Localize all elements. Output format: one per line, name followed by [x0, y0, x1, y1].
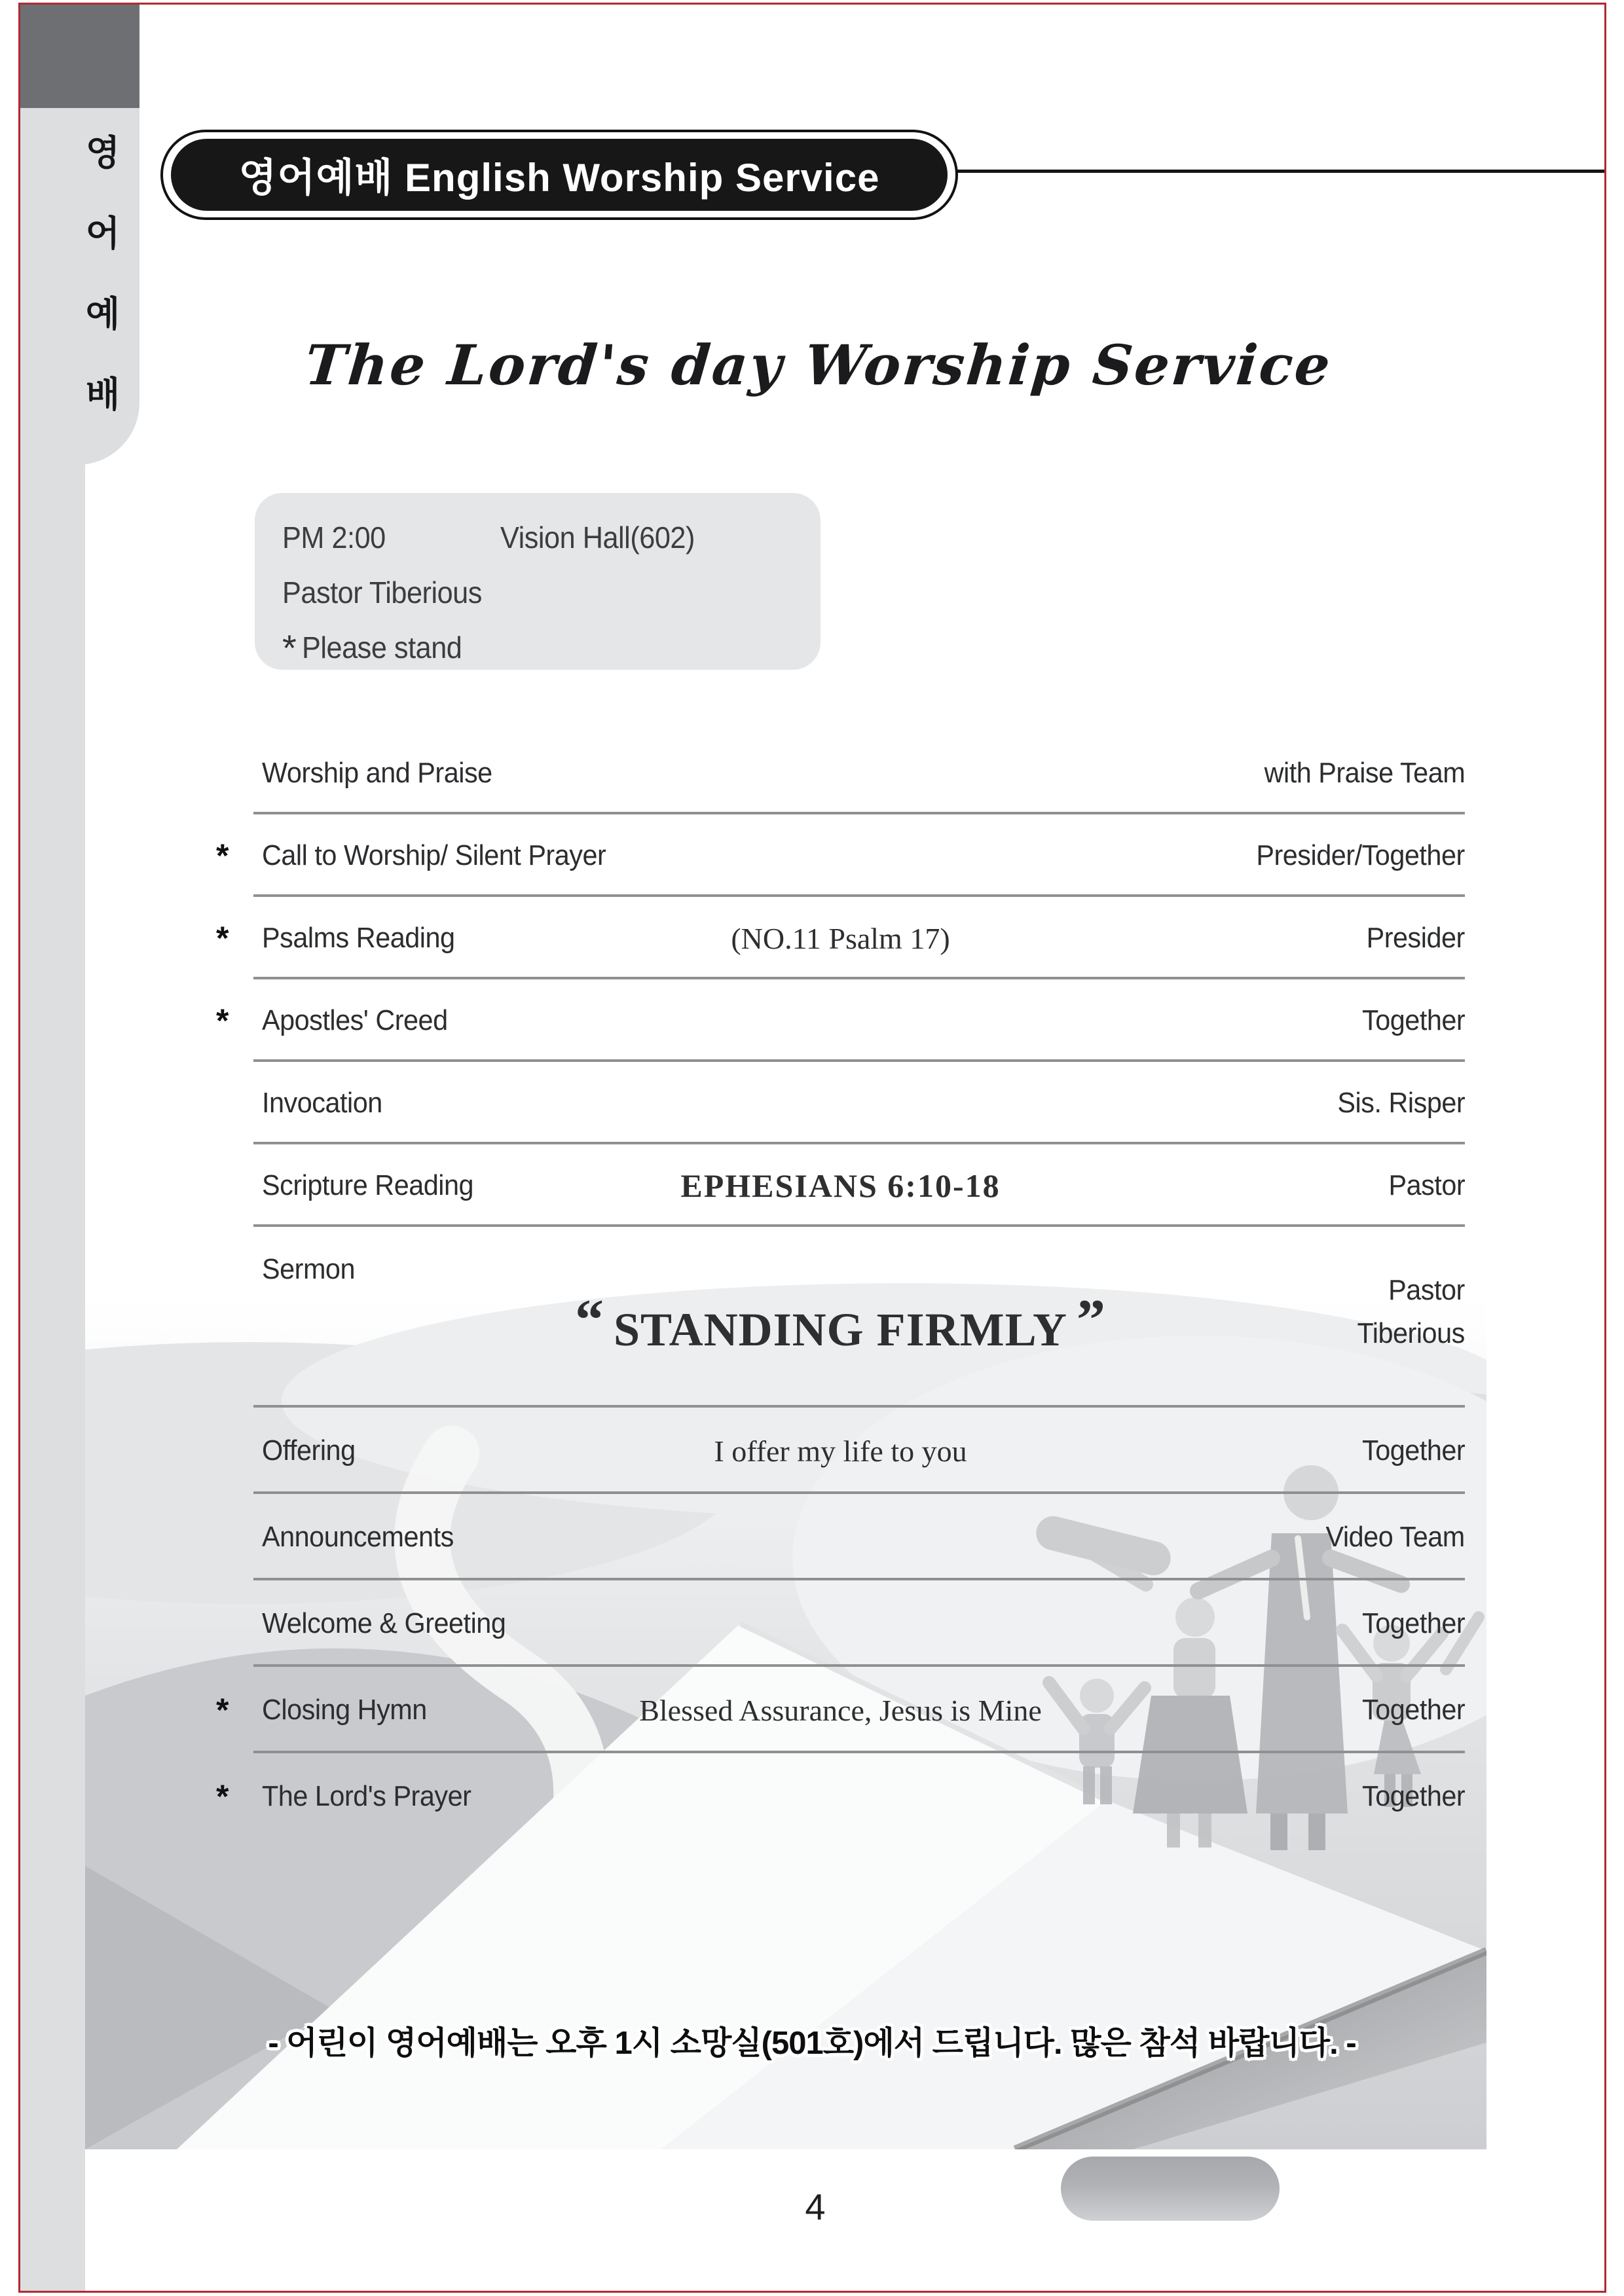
- service-row: [216, 814, 1465, 897]
- service-location: Vision Hall(602): [500, 520, 695, 555]
- service-item-detail: EPHESIANS 6:10-18: [680, 1167, 1001, 1204]
- leader-line: Together: [1361, 1004, 1465, 1036]
- service-item-label: Psalms Reading: [262, 922, 455, 954]
- section-badge: [160, 130, 958, 220]
- stand-asterisk: *: [282, 627, 297, 668]
- service-item-detail: (NO.11 Psalm 17): [731, 921, 950, 955]
- leader-line: Together: [1361, 1434, 1465, 1467]
- service-item-label: Worship and Praise: [262, 757, 492, 789]
- open-quote-mark: “: [574, 1288, 604, 1352]
- service-row: [216, 1753, 1465, 1840]
- service-row: [216, 1227, 1465, 1408]
- leader-line: Together: [1361, 1780, 1465, 1812]
- service-row: [216, 979, 1465, 1062]
- service-item-leader: [1317, 1516, 1465, 1559]
- service-item-label: Welcome & Greeting: [262, 1607, 506, 1639]
- service-row: [216, 732, 1465, 814]
- service-item-label: Offering: [262, 1434, 356, 1467]
- service-item-label: Scripture Reading: [262, 1169, 474, 1201]
- service-item-leader: [1350, 1269, 1465, 1355]
- service-row: [216, 1667, 1465, 1753]
- leader-line: Pastor: [1388, 1274, 1465, 1306]
- section-badge-label: 영어예배 English Worship Service: [238, 156, 880, 200]
- section-badge-pill: [171, 139, 948, 211]
- page-number: 4: [805, 2186, 826, 2227]
- leader-line: Tiberious: [1357, 1317, 1465, 1349]
- service-row: [216, 1144, 1465, 1227]
- service-row: [216, 1408, 1465, 1494]
- sidebar-char: 영: [85, 134, 120, 173]
- sidebar-header-block: [20, 5, 139, 108]
- service-time: PM 2:00: [282, 520, 386, 555]
- service-item-label: The Lord's Prayer: [262, 1780, 471, 1812]
- service-item-label: Apostles' Creed: [262, 1004, 448, 1036]
- service-row: [216, 1494, 1465, 1580]
- close-quote-mark: ”: [1077, 1288, 1107, 1352]
- info-pastor-row: [282, 565, 821, 620]
- stand-asterisk: *: [216, 1778, 229, 1815]
- leader-line: Together: [1361, 1607, 1465, 1639]
- service-pastor: Pastor Tiberious: [282, 575, 482, 610]
- stand-asterisk: *: [216, 837, 229, 874]
- thumb-tab-pill: [1061, 2157, 1280, 2221]
- stand-asterisk: *: [216, 1002, 229, 1039]
- service-item-leader: [1251, 752, 1465, 795]
- leader-line: Video Team: [1325, 1521, 1465, 1553]
- leader-line: Presider/Together: [1256, 839, 1465, 871]
- sidebar-char: 배: [85, 375, 120, 414]
- service-row: [216, 897, 1465, 979]
- service-row: [216, 1580, 1465, 1667]
- header-rule-line: [957, 170, 1606, 173]
- service-item-leader: [1356, 1429, 1465, 1472]
- service-item-label: Closing Hymn: [262, 1694, 427, 1726]
- stand-asterisk: *: [216, 1692, 229, 1728]
- service-item-leader: [1384, 1164, 1465, 1207]
- leader-line: Pastor: [1388, 1169, 1465, 1201]
- sidebar-char: 어: [85, 214, 120, 253]
- service-item-detail: Blessed Assurance, Jesus is Mine: [639, 1693, 1042, 1727]
- service-item-label: Call to Worship/ Silent Prayer: [262, 839, 606, 871]
- service-item-leader: [1356, 1688, 1465, 1732]
- service-item-label: Invocation: [262, 1087, 382, 1119]
- service-item-leader: [1329, 1082, 1465, 1125]
- service-rows: [216, 732, 1465, 1840]
- leader-line: Sis. Risper: [1337, 1087, 1465, 1119]
- service-item-leader: [1356, 999, 1465, 1042]
- info-time-row: [282, 510, 821, 565]
- service-item-detail: I offer my life to you: [714, 1434, 967, 1468]
- leader-line: Together: [1361, 1694, 1465, 1726]
- info-stand-row: [282, 620, 821, 675]
- service-item-leader: [1360, 917, 1465, 960]
- sidebar-vertical-label: [20, 110, 139, 432]
- children-service-notice: - 어린이 영어예배는 오후 1시 소망실(501호)에서 드립니다. 많은 참석 바랍니다. -: [268, 2026, 1356, 2061]
- service-item-leader: [1356, 1775, 1465, 1818]
- sidebar-strip: [20, 393, 85, 2291]
- service-info-box: [255, 493, 821, 670]
- service-item-label: Announcements: [262, 1521, 454, 1553]
- service-item-label: Sermon: [262, 1253, 356, 1285]
- sidebar-char: 예: [85, 295, 120, 334]
- stand-asterisk: *: [216, 920, 229, 957]
- service-item-leader: [1356, 1602, 1465, 1645]
- stand-note: Please stand: [301, 630, 462, 665]
- service-item-leader: [1243, 834, 1465, 877]
- service-item-detail: [308, 1288, 1373, 1357]
- leader-line: with Praise Team: [1264, 757, 1465, 789]
- service-row: [216, 1062, 1465, 1144]
- sermon-title: STANDING FIRMLY: [613, 1303, 1068, 1356]
- page-title: The Lord's day Worship Service: [302, 333, 1335, 397]
- leader-line: Presider: [1366, 922, 1465, 954]
